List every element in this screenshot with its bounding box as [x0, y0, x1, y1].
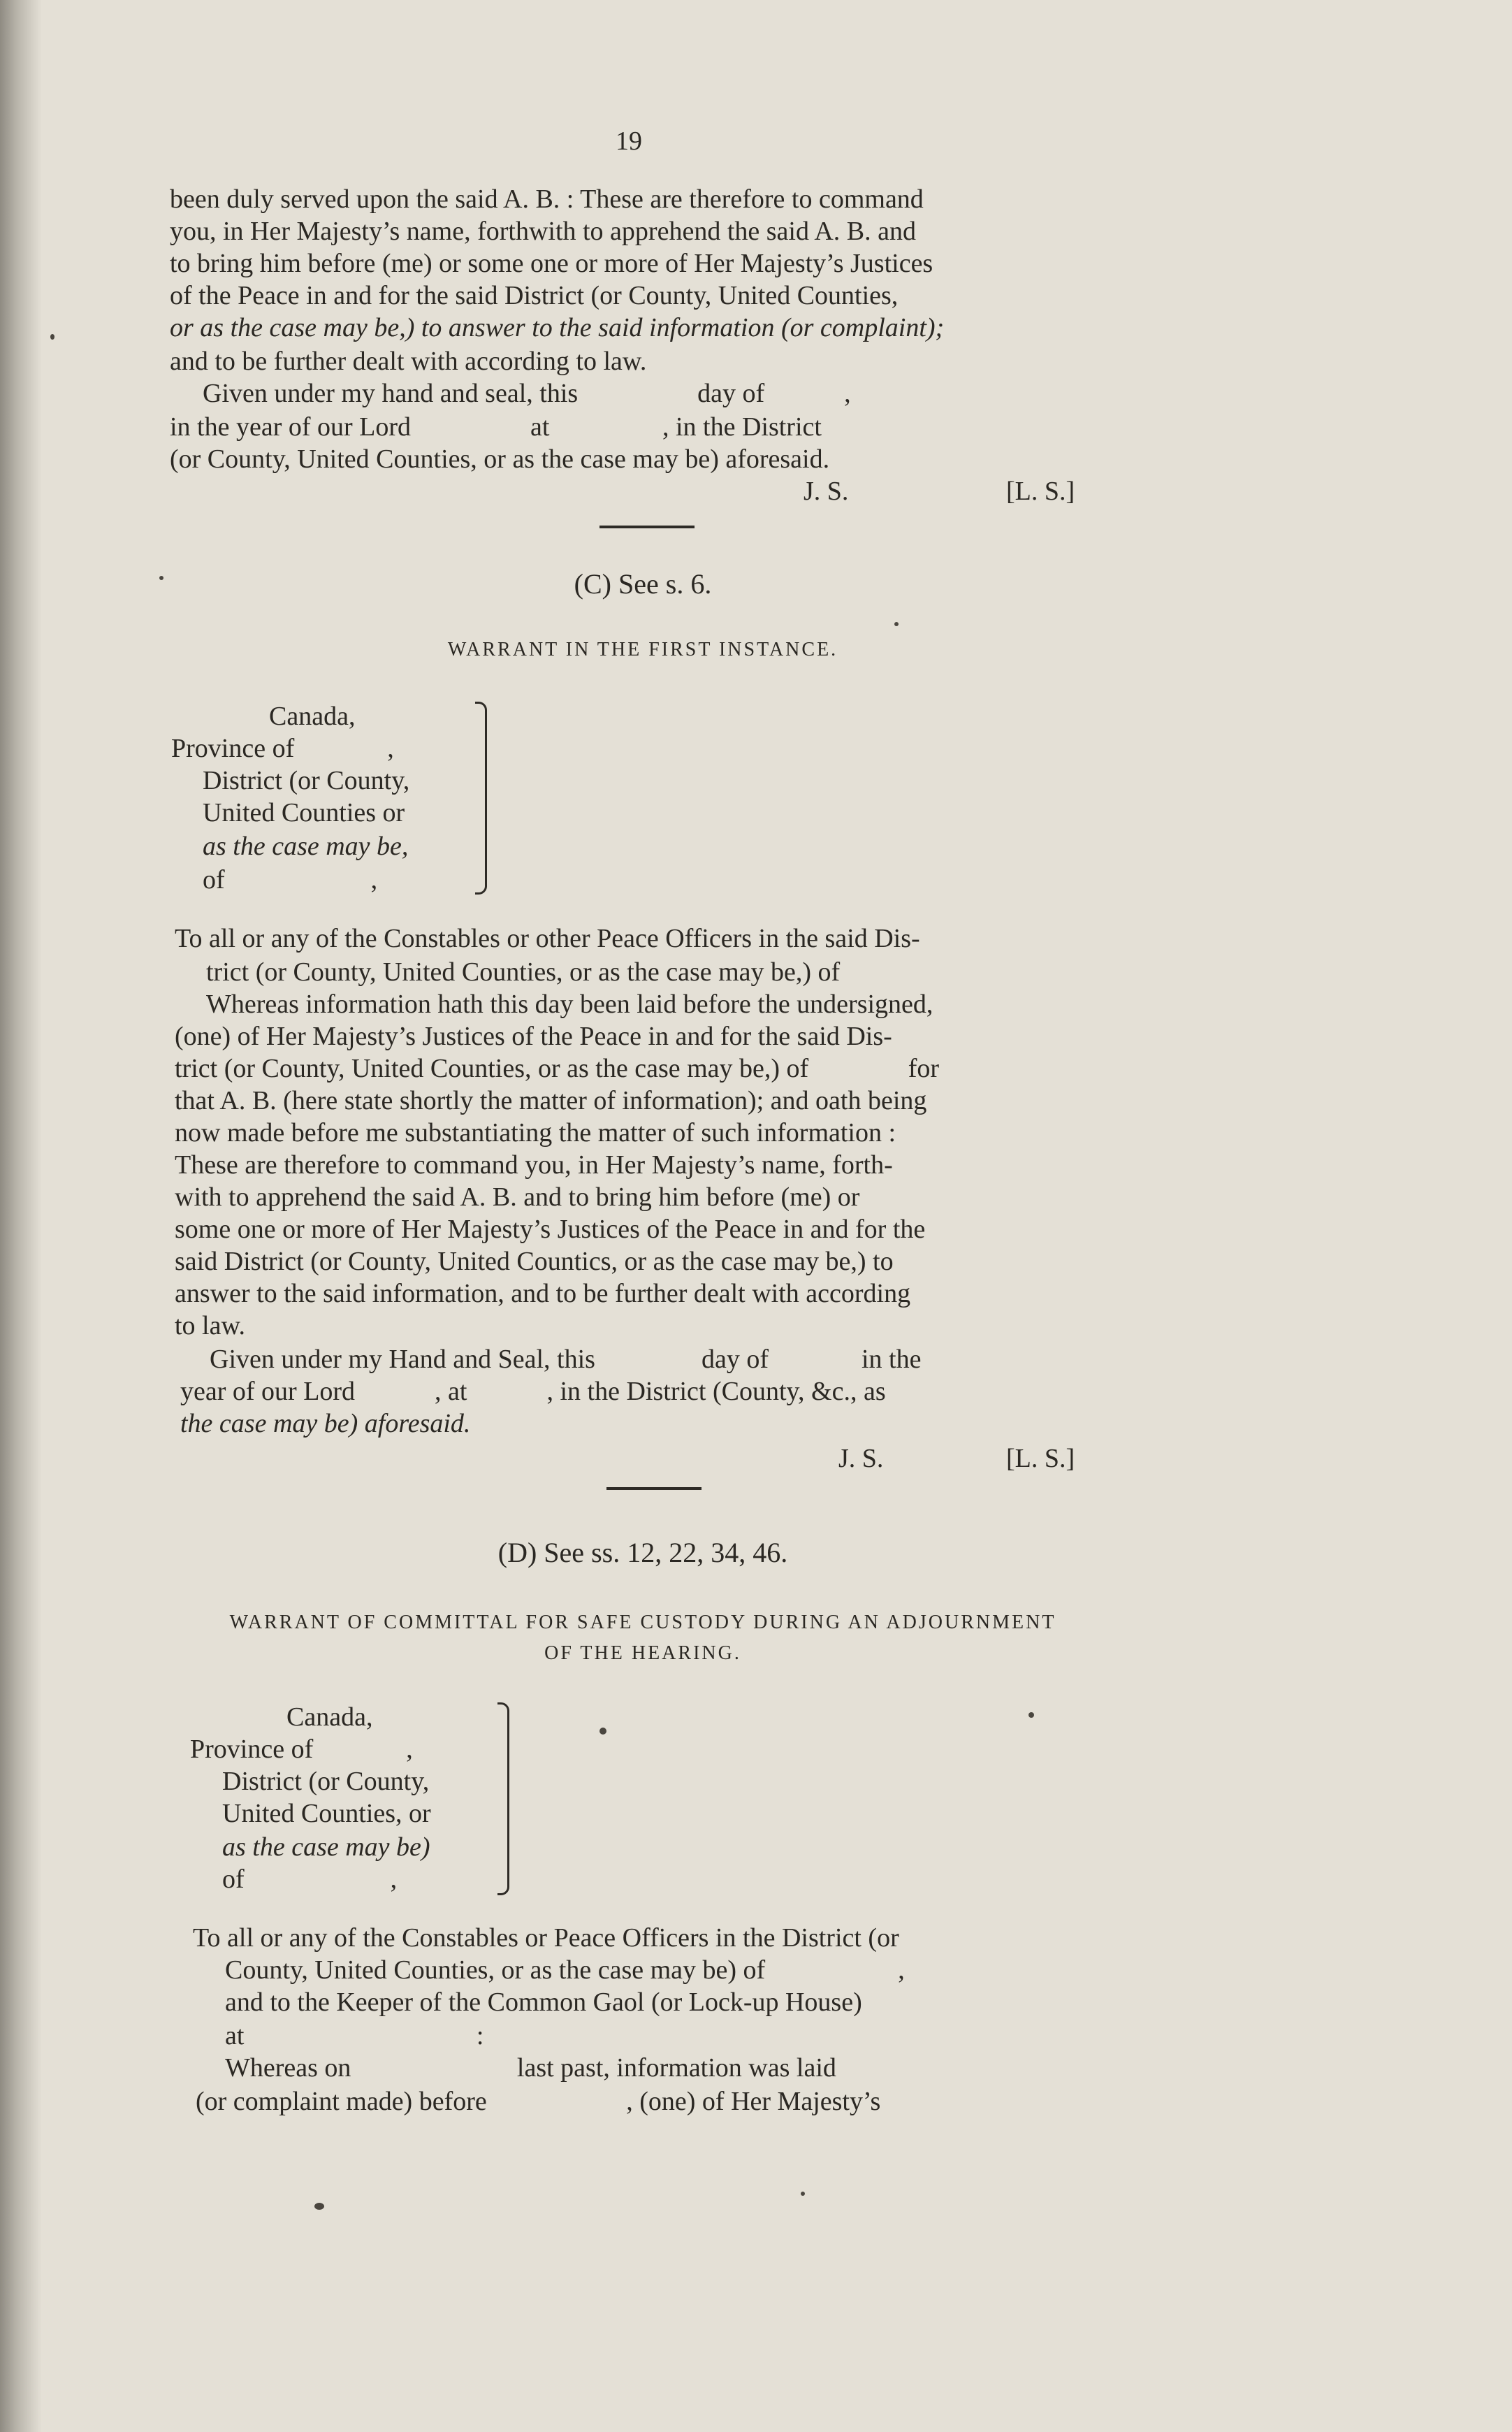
text-line: some one or more of Her Majesty’s Justices of the Peace in and for the [175, 1215, 926, 1244]
text-line: (or complaint made) before , (one) of Her Majesty’s [196, 2087, 881, 2116]
venue-line: as the case may be, [203, 832, 409, 861]
text-line: These are therefore to command you, in Her Majesty’s name, forth- [175, 1150, 893, 1180]
venue-line: United Counties, or [222, 1799, 431, 1828]
paper-speck [159, 576, 163, 580]
venue-line: Province of , [190, 1735, 413, 1764]
venue-line: Canada, [269, 702, 356, 731]
venue-line: of , [203, 865, 378, 895]
venue-line: United Counties or [203, 798, 405, 827]
venue-line: as the case may be) [222, 1832, 430, 1862]
section-divider [599, 526, 695, 528]
seal: [L. S.] [1006, 477, 1075, 506]
text-line: Whereas on last past, information was laid [225, 2053, 836, 2083]
given-line: Given under my Hand and Seal, this day of in the [210, 1345, 922, 1374]
page-number: 19 [616, 126, 642, 156]
text-line: (one) of Her Majesty’s Justices of the Peace in and for the said Dis- [175, 1022, 892, 1051]
venue-brace [497, 1702, 509, 1895]
signature: J. S. [804, 477, 849, 506]
text-line: or as the case may be,) to answer to the said information (or complaint); [170, 313, 945, 342]
text-line: To all or any of the Constables or other Peace Officers in the said Dis- [175, 924, 920, 953]
given-line: in the year of our Lord at , in the District [170, 412, 822, 442]
venue-line: District (or County, [222, 1767, 430, 1796]
text-line: Whereas information hath this day been laid before the undersigned, [206, 990, 933, 1019]
text-line: trict (or County, United Counties, or as the case may be,) of [206, 957, 841, 987]
paper-speck [314, 2203, 324, 2210]
text-line: that A. B. (here state shortly the matter of information); and oath being [175, 1086, 927, 1115]
text-line: and to the Keeper of the Common Gaol (or Lock-up House) [225, 1988, 862, 2017]
seal: [L. S.] [1006, 1444, 1075, 1473]
section-c-reference: (C) See s. 6. [574, 568, 712, 600]
signature: J. S. [838, 1444, 884, 1473]
venue-brace [475, 702, 487, 895]
venue-line: Province of , [171, 734, 394, 763]
text-line: now made before me substantiating the matter of such information : [175, 1118, 896, 1148]
given-line: Given under my hand and seal, this day of , [203, 379, 851, 408]
given-line: the case may be) aforesaid. [180, 1409, 471, 1438]
section-divider [606, 1487, 702, 1490]
text-line: you, in Her Majesty’s name, forthwith to apprehend the said A. B. and [170, 217, 917, 246]
venue-line: District (or County, [203, 766, 410, 795]
venue-line: Canada, [286, 1702, 373, 1732]
text-line: trict (or County, United Counties, or as the case may be,) of for [175, 1054, 940, 1083]
text-line: at : [225, 2021, 484, 2050]
section-d-title-cont: OF THE HEARING. [544, 1642, 741, 1664]
paper-speck [894, 622, 899, 626]
text-line: of the Peace in and for the said District (or County, United Counties, [170, 281, 899, 310]
venue-line: of , [222, 1865, 398, 1894]
text-line: been duly served upon the said A. B. : These are therefore to command [170, 184, 924, 214]
text-line: County, United Counties, or as the case may be) of , [225, 1955, 905, 1985]
text-line: to bring him before (me) or some one or more of Her Majesty’s Justices [170, 249, 933, 278]
section-c-title: WARRANT IN THE FIRST INSTANCE. [447, 639, 838, 660]
section-d-reference: (D) See ss. 12, 22, 34, 46. [497, 1537, 788, 1568]
text-line: To all or any of the Constables or Peace Officers in the District (or [193, 1923, 899, 1953]
text-line: answer to the said information, and to be further dealt with according [175, 1279, 911, 1308]
paper-speck [1028, 1712, 1034, 1718]
text-line: said District (or County, United Countics, or as the case may be,) to [175, 1247, 894, 1276]
given-line: (or County, United Counties, or as the case may be) aforesaid. [170, 444, 830, 474]
section-d-title: WARRANT OF COMMITTAL FOR SAFE CUSTODY DURING AN ADJOURNMENT [229, 1612, 1056, 1633]
given-line: year of our Lord , at , in the District (County, &c., as [180, 1377, 886, 1406]
paper-speck [801, 2192, 805, 2196]
paper-speck [599, 1728, 606, 1735]
text-line: with to apprehend the said A. B. and to bring him before (me) or [175, 1182, 860, 1212]
paper-speck [50, 334, 54, 340]
text-line: and to be further dealt with according to law. [170, 347, 647, 376]
text-line: to law. [175, 1311, 245, 1340]
